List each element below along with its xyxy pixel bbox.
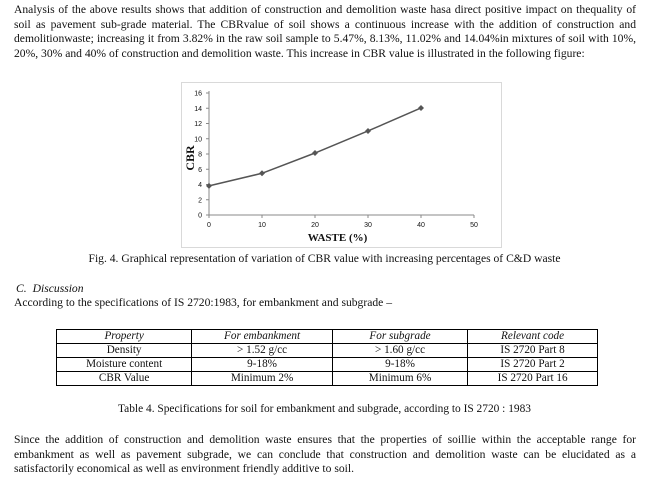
table-cell: 9-18%: [332, 358, 467, 372]
header-property: Property: [57, 330, 192, 344]
section-number: C.: [16, 282, 27, 295]
table-cell: IS 2720 Part 16: [468, 372, 598, 386]
cbr-series-line: [209, 108, 421, 186]
table-cell: > 1.60 g/cc: [332, 344, 467, 358]
table-cell: IS 2720 Part 8: [468, 344, 598, 358]
x-axis-label: WASTE (%): [307, 232, 368, 244]
y-tick-label: 8: [198, 151, 202, 159]
table-cell: > 1.52 g/cc: [192, 344, 333, 358]
header-code: Relevant code: [468, 330, 598, 344]
figure-caption: Fig. 4. Graphical representation of variation of CBR value with increasing percentages of C&D waste: [88, 252, 561, 265]
x-tick-label: 30: [364, 222, 372, 229]
data-point: [206, 183, 212, 189]
y-tick-label: 16: [194, 90, 202, 98]
x-tick-label: 20: [311, 222, 319, 229]
header-subgrade: For subgrade: [332, 330, 467, 344]
x-tick-label: 10: [258, 222, 266, 229]
discussion-paragraph: According to the specifications of IS 2720:1983, for embankment and subgrade –: [14, 296, 392, 309]
table-cell: IS 2720 Part 2: [468, 358, 598, 372]
cbr-line-chart-svg: [182, 83, 501, 247]
table-cell: Minimum 6%: [332, 372, 467, 386]
specification-table: [56, 329, 598, 386]
table-row: [57, 344, 598, 358]
table-cell: Density: [57, 344, 192, 358]
x-tick-label: 40: [417, 222, 425, 229]
y-tick-label: 4: [198, 182, 202, 189]
intro-paragraph: Analysis of the above results shows that addition of construction and demolition waste hasa direct positive impact on thequality of soil as pavement sub-grade material. The CBRvalue of soil shows a continuous increase with the addition of construction and demolitionwaste; increasing it from 3.82% in the raw soil sample to 5.47%, 8.13%, 11.02% and 14.04%in mixtures of soil with 10%, 20%, 30% and 40% of construction and demolition waste. This increase in CBR value is illustrated in the following figure:: [14, 3, 636, 60]
x-tick-label: 0: [207, 222, 211, 229]
section-title: Discussion: [32, 282, 84, 295]
y-tick-label: 14: [194, 105, 202, 113]
data-point: [312, 150, 318, 156]
table-cell: Moisture content: [57, 358, 192, 372]
table-cell: CBR Value: [57, 372, 192, 386]
data-point: [418, 105, 424, 111]
data-point: [365, 128, 371, 134]
x-tick-label: 50: [470, 222, 478, 229]
y-axis-label: CBR: [183, 145, 197, 171]
header-embankment: For embankment: [192, 330, 333, 344]
conclusion-paragraph: Since the addition of construction and demolition waste ensures that the properties of soillie within the acceptable range for embankment as well as pavement subgrade, we can conclude that construction and demolition waste can be elucidated as a satisfactorily economical as well as environment friendly additive to soil.: [14, 433, 636, 476]
table-caption: Table 4. Specifications for soil for embankment and subgrade, according to IS 2720 : 1983: [118, 403, 531, 415]
data-point: [259, 170, 265, 176]
y-tick-label: 10: [194, 136, 202, 144]
cbr-chart: [181, 82, 502, 248]
section-heading: [16, 282, 84, 295]
table-header-row: [57, 330, 598, 344]
y-tick-label: 0: [198, 212, 202, 220]
y-tick-label: 2: [198, 197, 202, 205]
y-tick-label: 6: [198, 166, 202, 174]
y-tick-label: 12: [194, 121, 202, 128]
table-cell: 9-18%: [192, 358, 333, 372]
table-row: [57, 372, 598, 386]
table-row: [57, 358, 598, 372]
table-cell: Minimum 2%: [192, 372, 333, 386]
